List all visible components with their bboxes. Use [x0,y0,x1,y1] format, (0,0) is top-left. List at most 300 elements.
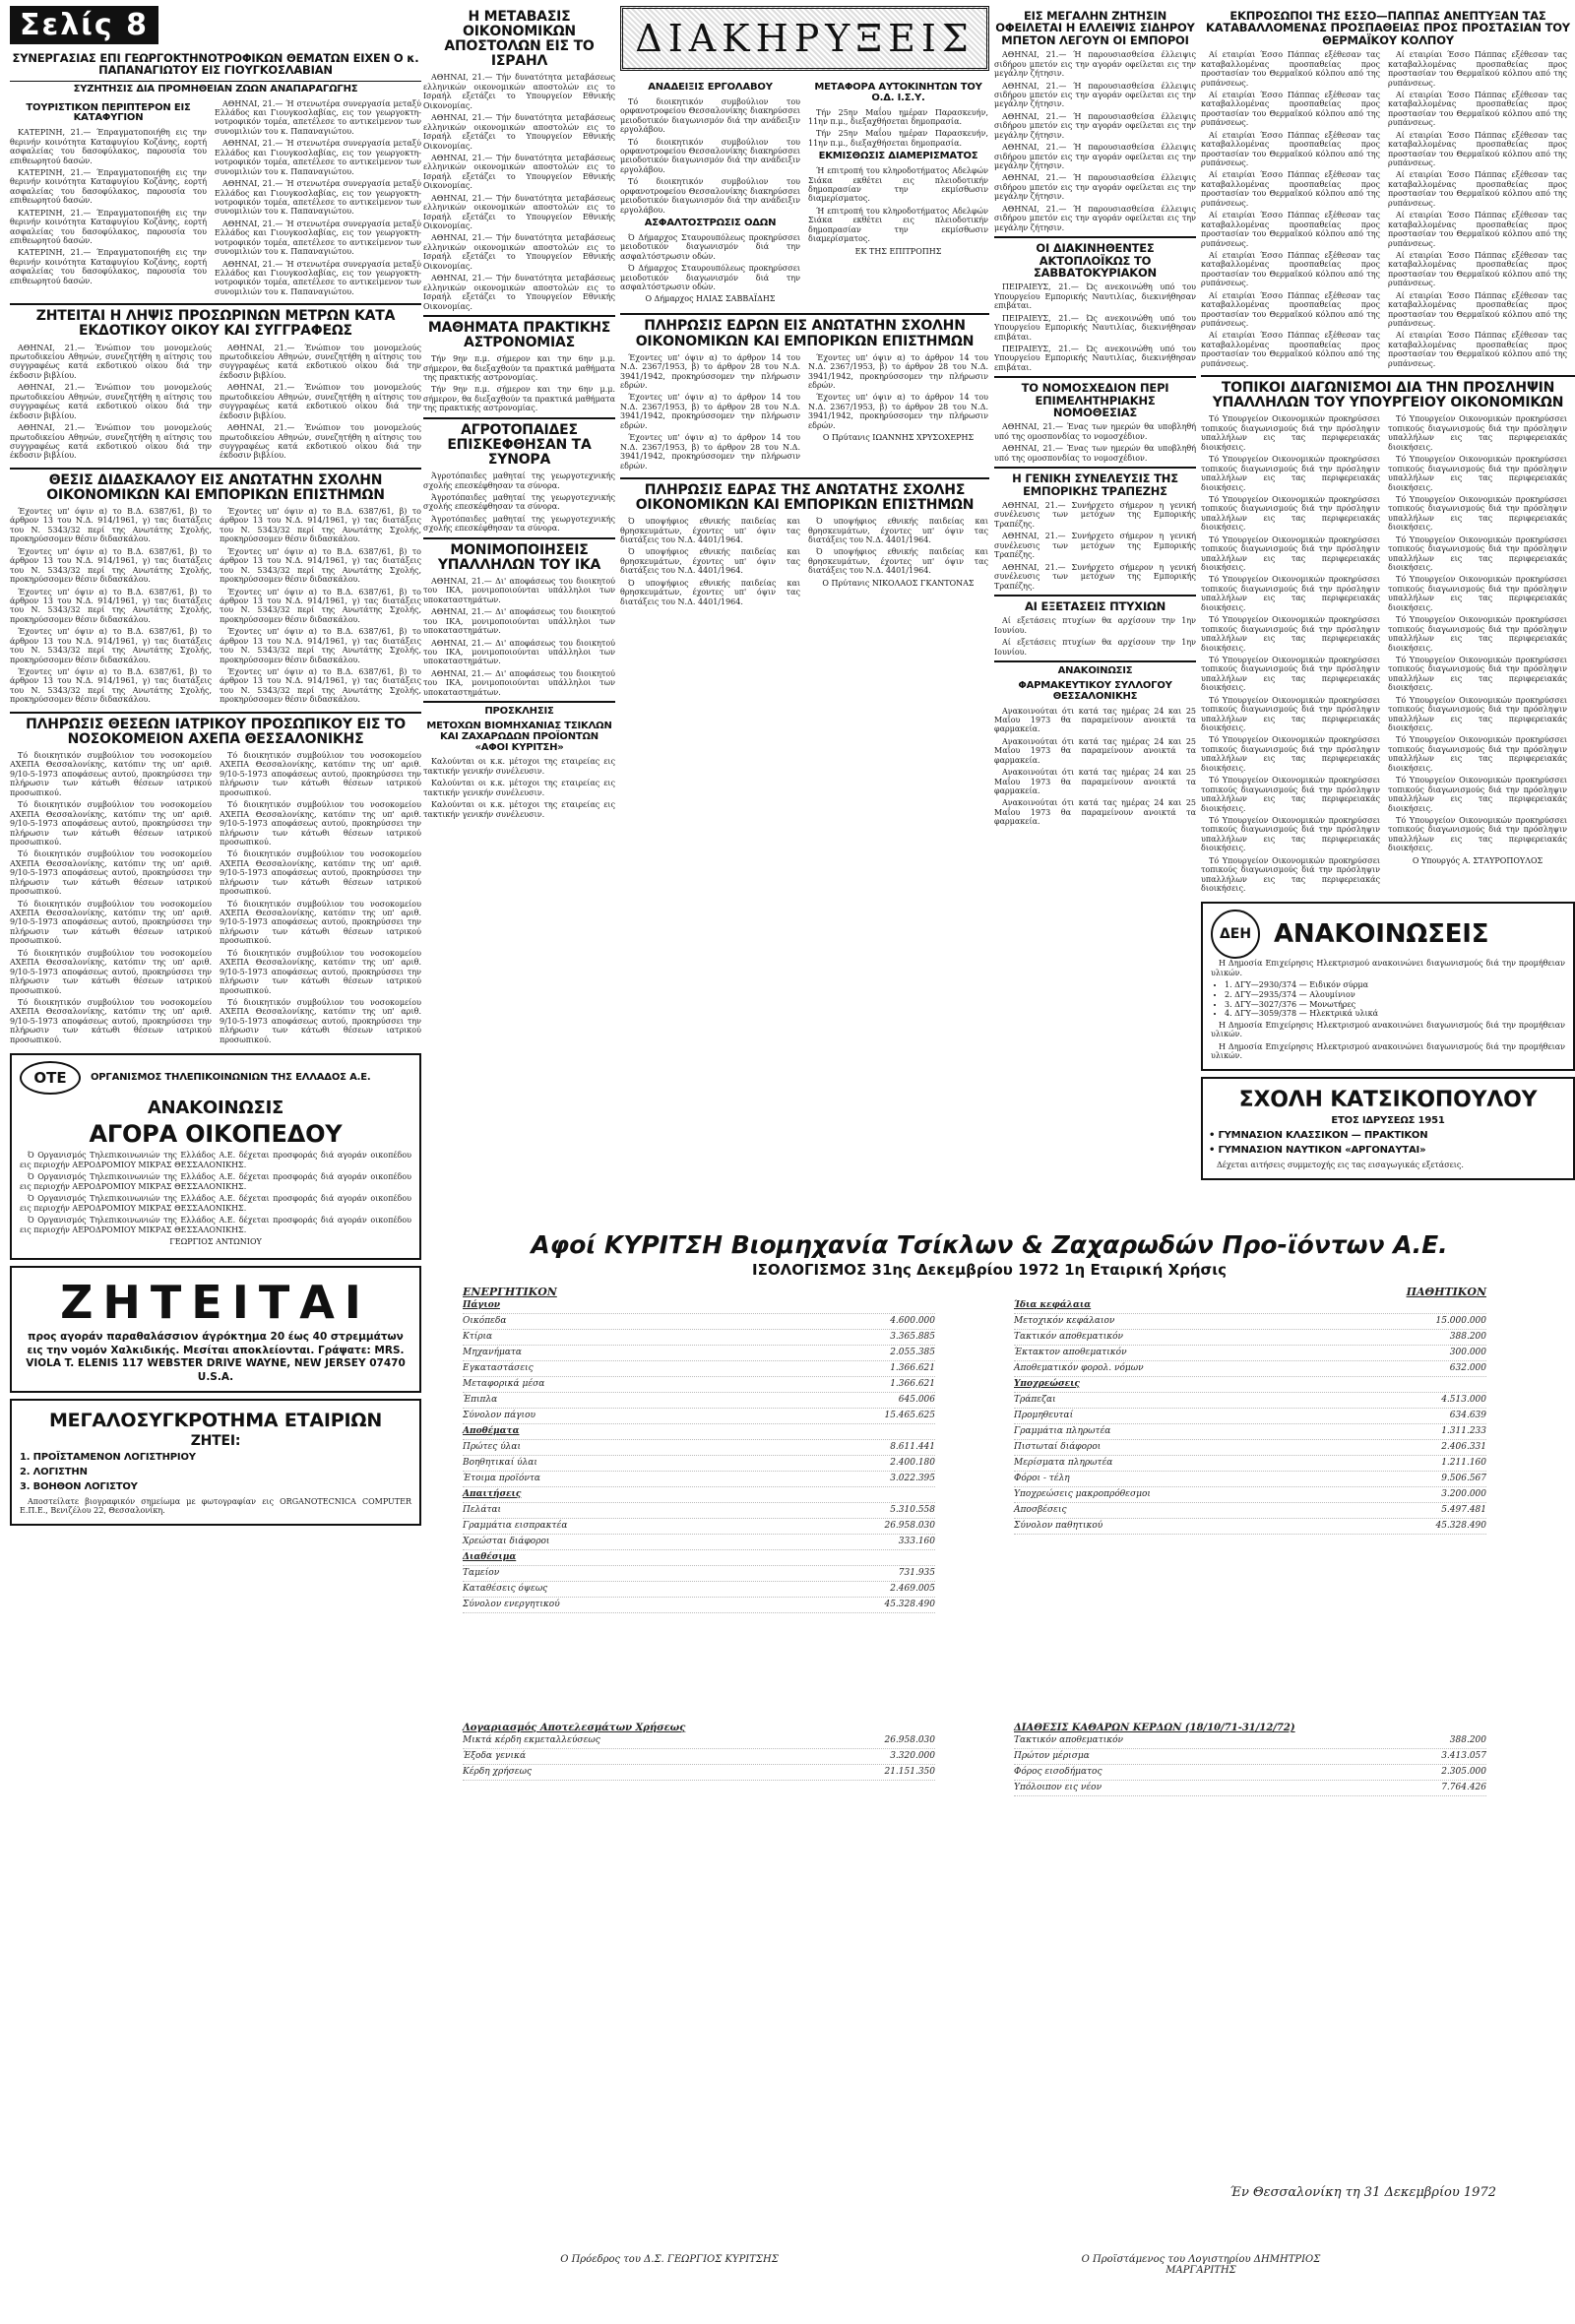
article-text: Τό Υπουργείον Οικονομικών προκηρύσσει τοπικούς διαγωνισμούς διά την πρόσληψιν υπαλλήλων εις τας περιφερειακάς διοικήσεις. [1201,735,1380,773]
column-5 [1201,0,1575,1180]
headline-chairs: ΠΛΗΡΩΣΙΣ ΕΔΡΩΝ ΕΙΣ ΑΝΩΤΑΤΗΝ ΣΧΟΛΗΝ ΟΙΚΟΝΟΜΙΚΩΝ ΚΑΙ ΕΜΠΟΡΙΚΩΝ ΕΠΙΣΤΗΜΩΝ [635,318,975,349]
article-text: ΑΘΗΝΑΙ, 21.— Τήν δυνατότητα μεταβάσεως ελληνικών οικονομικών αποστολών εις το Ισραήλ εξετάζει το Υπουργείον Εθνικής Οικονομίας. [423,73,615,110]
ledger-amount: 731.935 [898,1568,935,1578]
article-text: Αί εταιρίαι Έσσο Πάππας εξέθεσαν τας καταβαλλομένας προσπαθείας προς προστασίαν του Θερμαϊκού κόλπου από της ρυπάνσεως. [1201,250,1380,288]
article-text: Τό Υπουργείον Οικονομικών προκηρύσσει τοπικούς διαγωνισμούς διά την πρόσληψιν υπαλλήλων εις τας περιφερειακάς διοικήσεις. [1388,534,1567,572]
headline-steel: ΕΙΣ ΜΕΓΑΛΗΝ ΖΗΤΗΣΙΝ ΟΦΕΙΛΕΤΑΙ Η ΕΛΛΕΙΨΙΣ ΣΙΔΗΡΟΥ ΜΠΕΤΟΝ ΛΕΓΟΥΝ ΟΙ ΕΜΠΟΡΟΙ [995,9,1195,47]
article-text: Τό διοικητικόν συμβούλιον του νοσοκομείου ΑΧΕΠΑ Θεσσαλονίκης, κατόπιν της υπ' αριθ. 9/10-5-1973 αποφάσεως αυτού, προκηρύσσει την πλήρωσιν των κάτωθι θέσεων ιατρικού προσωπικού. [220,899,421,946]
article-text: Ή επιτροπή του κληροδοτήματος Αδελφών Σιάκα εκθέτει εις πλειοδοτικήν δημοπρασίαν την εκμίσθωσιν διαμερίσματος. [808,206,988,244]
kicker-tourist: ΤΟΥΡΙΣΤΙΚΟΝ ΠΕΡΙΠΤΕΡΟΝ ΕΙΣ ΚΑΤΑΦΥΓΙΟΝ [26,101,191,124]
jobs-item-2: 2. ΛΟΓΙΣΤΗΝ [20,1466,88,1477]
ledger-amount: 3.022.395 [890,1474,935,1483]
jobs-item-3: 3. ΒΟΗΘΟΝ ΛΟΓΙΣΤΟΥ [20,1480,138,1492]
article-text: ΚΑΤΕΡΙΝΗ, 21.— Έπραγματοποιήθη εις την θερινήν κοινότητα Καταφυγίου Κοζάνης, εορτή ασφαλείας του δασοφύλακος, παρουσία του επιθεωρητού δασών. [10,128,207,165]
column-1 [10,0,421,1532]
ledger-label: Πρώτον μέρισμα [1014,1751,1090,1761]
article-text: Αί εξετάσεις πτυχίων θα αρχίσουν την 1ην Ιουνίου. [994,616,1196,635]
ledger-row [1014,1765,1486,1781]
article-text: Τό Υπουργείον Οικονομικών προκηρύσσει τοπικούς διαγωνισμούς διά την πρόσληψιν υπαλλήλων εις τας περιφερειακάς διοικήσεις. [1388,655,1567,693]
ledger-label: Πιστωταί διάφοροι [1014,1442,1102,1452]
school-item-2: • ΓΥΜΝΑΣΙΟΝ ΝΑΥΤΙΚΟΝ «ΑΡΓΟΝΑΥΤΑΙ» [1209,1144,1426,1156]
ledger-amount: 1.311.233 [1441,1426,1486,1436]
ledger-label: Διαθέσιμα [463,1552,517,1562]
ledger-row [1014,1456,1486,1472]
article-text: ΑΘΗΝΑΙ, 21.— Τήν δυνατότητα μεταβάσεως ελληνικών οικονομικών αποστολών εις το Ισραήλ εξετάζει το Υπουργείον Εθνικής Οικονομίας. [423,233,615,271]
headline-contractor: ΑΝΑΔΕΙΞΙΣ ΕΡΓΟΛΑΒΟΥ [648,82,773,93]
ledger-row [1014,1393,1486,1409]
ledger-label: Τακτικόν αποθεματικόν [1014,1332,1124,1342]
ledger-amount: 4.513.000 [1441,1395,1486,1405]
headline-publisher: ΖΗΤΕΙΤΑΙ Η ΛΗΨΙΣ ΠΡΟΣΩΡΙΝΩΝ ΜΕΤΡΩΝ ΚΑΤΑ ΕΚΔΟΤΙΚΟΥ ΟΙΚΟΥ ΚΑΙ ΣΥΓΓΡΑΦΕΩΣ [35,308,396,340]
school-text: Δέχεται αιτήσεις συμμετοχής εις τας εισαγωγικάς εξετάσεις. [1217,1160,1464,1169]
article-text: Τό Υπουργείον Οικονομικών προκηρύσσει τοπικούς διαγωνισμούς διά την πρόσληψιν υπαλλήλων εις τας περιφερειακάς διοικήσεις. [1388,455,1567,492]
article-text: Έχοντες υπ' όψιν α) το Β.Δ. 6387/61, β) το άρθρον 13 του Ν.Δ. 914/1961, γ) τας διατάξεις του Ν. 5343/32 περί της Ανωτάτης Σχολής, προκηρύσσομεν θέσιν διδασκάλου. [220,546,421,585]
ledger-label: Έπιπλα [463,1395,498,1405]
article-text: Τό Υπουργείον Οικονομικών προκηρύσσει τοπικούς διαγωνισμούς διά την πρόσληψιν υπαλλήλων εις τας περιφερειακάς διοικήσεις. [1388,776,1567,813]
ledger-label: Ίδια κεφάλαια [1014,1300,1092,1310]
article-text: Τό διοικητικόν συμβούλιον του νοσοκομείου ΑΧΕΠΑ Θεσσαλονίκης, κατόπιν της υπ' αριθ. 9/10-5-1973 αποφάσεως αυτού, προκηρύσσει την πλήρωσιν των κάτωθι θέσεων ιατρικού προσωπικού. [220,751,421,797]
ote-title: ΑΝΑΚΟΙΝΩΣΙΣ [147,1098,284,1119]
ledger-row [1014,1346,1486,1361]
article-text: ΑΘΗΝΑΙ, 21.— Ένώπιον του μονομελούς πρωτοδικείου Αθηνών, συνεζητήθη η αίτησις του συγγραφέως κατά εκδοτικού οίκου διά την έκδοσιν βιβλίου. [10,383,212,420]
article-text: Έχοντες υπ' όψιν α) το άρθρον 14 του Ν.Δ. 2367/1953, β) το άρθρον 28 του Ν.Δ. 3941/1942, προκηρύσσομεν την πλήρωσιν εδρών. [620,393,800,430]
headline-bank: Η ΓΕΝΙΚΗ ΣΥΝΕΛΕΥΣΙΣ ΤΗΣ ΕΜΠΟΡΙΚΗΣ ΤΡΑΠΕΖΗΣ [1012,471,1178,498]
article-text: Άγροτόπαιδες μαθηταί της γεωργοτεχνικής σχολής επεσκέφθησαν τα σύνορα. [423,492,615,512]
ledger-label: Καταθέσεις όψεως [463,1584,548,1594]
ledger-row [463,1582,935,1598]
article-text: Ανακοινούται ότι κατά τας ημέρας 24 και 25 Μαΐου 1973 θα παραμείνουν ανοικτά τα φαρμακεία. [994,768,1196,796]
ledger-row [463,1472,935,1487]
wanted-title: ΖΗΤΕΙΤΑΙ [60,1275,371,1329]
article-text: Τό Υπουργείον Οικονομικών προκηρύσσει τοπικούς διαγωνισμούς διά την πρόσληψιν υπαλλήλων εις τας περιφερειακάς διοικήσεις. [1201,776,1380,813]
article-text: Ό υποψήφιος εθνικής παιδείας και θρησκευμάτων, έχοντες υπ' όψιν τας διατάξεις του Ν.Δ. 4401/1964. [808,547,988,576]
place-date: Έν Θεσσαλονίκη τη 31 Δεκεμβρίου 1972 [1229,2185,1496,2200]
ledger-label: Μερίσματα πληρωτέα [1014,1458,1113,1468]
ledger-amount: 3.365.885 [890,1332,935,1342]
article-text: Τό Υπουργείον Οικονομικών προκηρύσσει τοπικούς διαγωνισμούς διά την πρόσληψιν υπαλλήλων εις τας περιφερειακάς διοικήσεις. [1201,455,1380,492]
article-text: ΑΘΗΝΑΙ, 21.— Συνήρχετο σήμερον η γενική συνέλευσις των μετόχων της Εμπορικής Τραπέζης. [994,562,1196,591]
ledger-label: Προμηθευταί [1014,1411,1074,1420]
headline-pharmacy: ΦΑΡΜΑΚΕΥΤΙΚΟΥ ΣΥΛΛΟΓΟΥ ΘΕΣΣΑΛΟΝΙΚΗΣ [1018,679,1172,702]
article-text: Τό Υπουργείον Οικονομικών προκηρύσσει τοπικούς διαγωνισμούς διά την πρόσληψιν υπαλλήλων εις τας περιφερειακάς διοικήσεις. [1201,655,1380,693]
ledger-amount: 4.600.000 [890,1316,935,1326]
article-text: Τό διοικητικόν συμβούλιον του νοσοκομείου ΑΧΕΠΑ Θεσσαλονίκης, κατόπιν της υπ' αριθ. 9/10-5-1973 αποφάσεως αυτού, προκηρύσσει την πλήρωσιν των κάτωθι θέσεων ιατρικού προσωπικού. [220,948,421,995]
ledger-label: Μηχανήματα [463,1348,522,1357]
ledger-row [463,1377,935,1393]
article-text: ΑΘΗΝΑΙ, 21.— Τήν δυνατότητα μεταβάσεως ελληνικών οικονομικών αποστολών εις το Ισραήλ εξετάζει το Υπουργείον Εθνικής Οικονομίας. [423,274,615,311]
article-text: ΑΘΗΝΑΙ, 21.— Ή στενωτέρα συνεργασία μεταξύ Ελλάδος και Γιουγκοσλαβίας, εις τον γεωργοκτηνοτροφικόν τομέα, απετέλεσε το αντικείμενον των συνομιλιών του κ. Παπαναγιώτου. [215,179,421,217]
article-text: ΑΘΗΝΑΙ, 21.— Ένας των ημερών θα υποβληθή υπό της ομοσπονδίας το νομοσχέδιον. [994,444,1196,463]
ledger-amount: 15.465.625 [884,1411,935,1420]
article-text: Τήν 9ην π.μ. σήμερον και την 6ην μ.μ. σήμερον, θα διεξαχθούν τα πρακτικά μαθήματα της πρακτικής αστρονομίας. [423,385,615,413]
article-text: Ό Δήμαρχος Σταυρουπόλεως προκηρύσσει μειοδοτικόν διαγωνισμόν διά την ασφαλτόστρωσιν οδών. [620,232,800,261]
ledger-amount: 2.055.385 [890,1348,935,1357]
article-text: Αί εταιρίαι Έσσο Πάππας εξέθεσαν τας καταβαλλομένας προσπαθείας προς προστασίαν του Θερμαϊκού κόλπου από της ρυπάνσεως. [1388,331,1567,368]
ledger-row [1014,1298,1486,1314]
ledger-row [463,1298,935,1314]
article-text: Τό Υπουργείον Οικονομικών προκηρύσσει τοπικούς διαγωνισμούς διά την πρόσληψιν υπαλλήλων εις τας περιφερειακάς διοικήσεις. [1201,414,1380,452]
article-text: Ό υποψήφιος εθνικής παιδείας και θρησκευμάτων, έχοντες υπ' όψιν τας διατάξεις του Ν.Δ. 4401/1964. [620,517,800,545]
ledger-amount: 3.320.000 [890,1751,935,1761]
ledger-amount: 2.406.331 [1441,1442,1486,1452]
headline-exams: ΑΙ ΕΞΕΤΑΣΕΙΣ ΠΤΥΧΙΩΝ [1024,598,1166,613]
ledger-row [1014,1503,1486,1519]
ledger-label: Εγκαταστάσεις [463,1363,534,1373]
article-text: Αί εξετάσεις πτυχίων θα αρχίσουν την 1ην Ιουνίου. [994,638,1196,657]
ledger-label: Αποθεματικόν φορολ. νόμων [1014,1363,1144,1373]
ledger-row [463,1487,935,1503]
ledger-label: Τακτικόν αποθεματικόν [1014,1735,1124,1745]
article-text: Έχοντες υπ' όψιν α) το Β.Δ. 6387/61, β) το άρθρον 13 του Ν.Δ. 914/1961, γ) τας διατάξεις του Ν. 5343/32 περί της Ανωτάτης Σχολής, προκηρύσσομεν θέσιν διδασκάλου. [220,507,421,544]
article-text: ΚΑΤΕΡΙΝΗ, 21.— Έπραγματοποιήθη εις την θερινήν κοινότητα Καταφυγίου Κοζάνης, εορτή ασφαλείας του δασοφύλακος, παρουσία του επιθεωρητού δασών. [10,248,207,285]
article-text: ΑΘΗΝΑΙ, 21.— Δι' αποφάσεως του διοικητού του ΙΚΑ, μονιμοποιούνται υπάλληλοι των υποκαταστημάτων. [423,607,615,636]
ledger-row [463,1503,935,1519]
article-text: Αί εταιρίαι Έσσο Πάππας εξέθεσαν τας καταβαλλομένας προσπαθείας προς προστασίαν του Θερμαϊκού κόλπου από της ρυπάνσεως. [1388,90,1567,128]
article-text: ΑΘΗΝΑΙ, 21.— Ή παρουσιασθείσα έλλειψις σιδήρου μπετόν εις την αγοράν οφείλεται εις την μεγάλην ζήτησιν. [994,143,1196,171]
article-text: ΚΑΤΕΡΙΝΗ, 21.— Έπραγματοποιήθη εις την θερινήν κοινότητα Καταφυγίου Κοζάνης, εορτή ασφαλείας του δασοφύλακος, παρουσία του επιθεωρητού δασών. [10,208,207,246]
article-text: Τό Υπουργείον Οικονομικών προκηρύσσει τοπικούς διαγωνισμούς διά την πρόσληψιν υπαλλήλων εις τας περιφερειακάς διοικήσεις. [1201,855,1380,893]
wanted-text: προς αγοράν παραθαλάσσιον άγρόκτημα 20 έως 40 στρεμμάτων εις την νομόν Χαλκιδικής. Μεσίται αποκλείονται. Γράψατε: MRS. VIOLA T. ELENIS 117 WEBSTER DRIVE WAYNE, NEW JERSEY 07470 U.S.A. [26,1330,406,1383]
headline-cooperation: ΣΥΝΕΡΓΑΣΙΑΣ ΕΠΙ ΓΕΩΡΓΟΚΤΗΝΟΤΡΟΦΙΚΩΝ ΘΕΜΑΤΩΝ ΕΙΧΕΝ Ο κ. ΠΑΠΑΝΑΓΙΩΤΟΥ ΕΙΣ ΓΙΟΥΓΚΟΣΛΑΒΙΑΝ [12,51,419,78]
article-text: Τό διοικητικόν συμβούλιον του ορφανοτροφείου Θεσσαλονίκης διακηρύσσει μειοδοτικόν διαγωνισμόν διά την ανάδειξιν εργολάβου. [620,137,800,174]
article-text: Αί εταιρίαι Έσσο Πάππας εξέθεσαν τας καταβαλλομένας προσπαθείας προς προστασίαν του Θερμαϊκού κόλπου από της ρυπάνσεως. [1201,211,1380,248]
article-text: ΑΘΗΝΑΙ, 21.— Δι' αποφάσεως του διοικητού του ΙΚΑ, μονιμοποιούνται υπάλληλοι των υποκαταστημάτων. [423,638,615,666]
column-3 [620,0,989,609]
article-text: Τό Υπουργείον Οικονομικών προκηρύσσει τοπικούς διαγωνισμούς διά την πρόσληψιν υπαλλήλων εις τας περιφερειακάς διοικήσεις. [1388,735,1567,773]
ote-text: Ό Οργανισμός Τηλεπικοινωνιών της Ελλάδος Α.Ε. δέχεται προσφοράς διά αγοράν οικοπέδου εις περιοχήν ΑΕΡΟΔΡΟΜΙΟΥ ΜΙΚΡΑΣ ΘΕΣΣΑΛΟΝΙΚΗΣ. [20,1151,411,1169]
ledger-row [1014,1749,1486,1765]
article-text: Έχοντες υπ' όψιν α) το Β.Δ. 6387/61, β) το άρθρον 13 του Ν.Δ. 914/1961, γ) τας διατάξεις του Ν. 5343/32 περί της Ανωτάτης Σχολής, προκηρύσσομεν θέσιν διδασκάλου. [10,627,212,664]
article-text: Έχοντες υπ' όψιν α) το Β.Δ. 6387/61, β) το άρθρον 13 του Ν.Δ. 914/1961, γ) τας διατάξεις του Ν. 5343/32 περί της Ανωτάτης Σχολής, προκηρύσσομεν θέσιν διδασκάλου. [220,667,421,705]
ledger-label: Απαιτήσεις [463,1489,522,1499]
headline-apartment: ΕΚΜΙΣΘΩΣΙΣ ΔΙΑΜΕΡΙΣΜΑΤΟΣ [818,151,978,162]
results-section [463,1723,935,1781]
ledger-label: Μικτά κέρδη εκμεταλλεύσεως [463,1735,600,1745]
school-ad [1201,1077,1575,1180]
ledger-row [463,1550,935,1566]
ledger-label: Ταμείον [463,1568,500,1578]
headline-finance-contests: ΤΟΠΙΚΟΙ ΔΙΑΓΩΝΙΣΜΟΙ ΔΙΑ ΤΗΝ ΠΡΟΣΛΗΨΙΝ ΥΠΑΛΛΗΛΩΝ ΤΟΥ ΥΠΟΥΡΓΕΙΟΥ ΟΙΚΟΝΟΜΙΚΩΝ [1212,380,1564,411]
article-text: Τό διοικητικόν συμβούλιον του νοσοκομείου ΑΧΕΠΑ Θεσσαλονίκης, κατόπιν της υπ' αριθ. 9/10-5-1973 αποφάσεως αυτού, προκηρύσσει την πλήρωσιν των κάτωθι θέσεων ιατρικού προσωπικού. [10,849,212,897]
ledger-row [1014,1487,1486,1503]
list-item: • 1. ΔΓΥ—2930/374 — Ειδικόν σύρμα [1225,980,1565,990]
article-text: Τό Υπουργείον Οικονομικών προκηρύσσει τοπικούς διαγωνισμούς διά την πρόσληψιν υπαλλήλων εις τας περιφερειακάς διοικήσεις. [1201,615,1380,653]
ledger-row [463,1598,935,1613]
article-text: Ό υποψήφιος εθνικής παιδείας και θρησκευμάτων, έχοντες υπ' όψιν τας διατάξεις του Ν.Δ. 4401/1964. [808,517,988,545]
page-label: Σελίς 8 [10,6,158,44]
headline-bill: ΤΟ ΝΟΜΟΣΧΕΔΙΟΝ ΠΕΡΙ ΕΠΙΜΕΛΗΤΗΡΙΑΚΗΣ ΝΟΜΟΘΕΣΙΑΣ [1021,381,1169,420]
ledger-amount: 15.000.000 [1435,1316,1486,1326]
ledger-amount: 634.639 [1449,1411,1486,1420]
ledger-label: Σύνολον πάγιου [463,1411,536,1420]
ledger-amount: 388.200 [1449,1735,1486,1745]
headline-chair: ΠΛΗΡΩΣΙΣ ΕΔΡΑΣ ΤΗΣ ΑΝΩΤΑΤΗΣ ΣΧΟΛΗΣ ΟΙΚΟΝΟΜΙΚΩΝ ΚΑΙ ΕΜΠΟΡΙΚΩΝ ΕΠΙΣΤΗΜΩΝ [635,481,975,514]
article-text: ΑΘΗΝΑΙ, 21.— Ή παρουσιασθείσα έλλειψις σιδήρου μπετόν εις την αγοράν οφείλεται εις την μεγάλην ζήτησιν. [994,204,1196,232]
headline-israel: Η ΜΕΤΑΒΑΣΙΣ ΟΙΚΟΝΟΜΙΚΩΝ ΑΠΟΣΤΟΛΩΝ ΕΙΣ ΤΟ ΙΣΡΑΗΛ [444,9,595,70]
article-text: Ό υποψήφιος εθνικής παιδείας και θρησκευμάτων, έχοντες υπ' όψιν τας διατάξεις του Ν.Δ. 4401/1964. [620,578,800,606]
article-text: Τό διοικητικόν συμβούλιον του νοσοκομείου ΑΧΕΠΑ Θεσσαλονίκης, κατόπιν της υπ' αριθ. 9/10-5-1973 αποφάσεως αυτού, προκηρύσσει την πλήρωσιν των κάτωθι θέσεων ιατρικού προσωπικού. [10,800,212,847]
assets-column [463,1286,935,1613]
article-text: Ανακοινούται ότι κατά τας ημέρας 24 και 25 Μαΐου 1973 θα παραμείνουν ανοικτά τα φαρμακεία. [994,736,1196,765]
headline-ika: ΜΟΝΙΜΟΠΟΙΗΣΕΙΣ ΥΠΑΛΛΗΛΩΝ ΤΟΥ ΙΚΑ [437,541,601,573]
ledger-amount: 645.006 [898,1395,935,1405]
ledger-label: Μετοχικόν κεφάλαιον [1014,1316,1115,1326]
ledger-row [463,1424,935,1440]
liabilities-column [1014,1286,1486,1535]
kicker-invitation: ΠΡΟΣΚΛΗΣΙΣ [484,706,554,718]
deh-list [1211,980,1565,1018]
ledger-label: Γραμμάτια εισπρακτέα [463,1521,568,1531]
article-text: Καλούνται οι κ.κ. μέτοχοι της εταιρείας εις τακτικήν γενικήν συνέλευσιν. [423,779,615,797]
ledger-amount: 2.400.180 [890,1458,935,1468]
signature-minister: Ο Υπουργός Α. ΣΤΑΥΡΟΠΟΥΛΟΣ [1412,855,1544,865]
ledger-label: Χρεώσται διάφοροι [463,1537,550,1546]
article-text: Καλούνται οι κ.κ. μέτοχοι της εταιρείας εις τακτικήν γενικήν συνέλευσιν. [423,800,615,819]
article-text: Έχοντες υπ' όψιν α) το άρθρον 14 του Ν.Δ. 2367/1953, β) το άρθρον 28 του Ν.Δ. 3941/1942, προκηρύσσομεν την πλήρωσιν εδρών. [620,433,800,471]
article-text: Καλούνται οι κ.κ. μέτοχοι της εταιρείας εις τακτικήν γενικήν συνέλευσιν. [423,757,615,776]
ledger-amount: 5.497.481 [1441,1505,1486,1515]
article-text: Αί εταιρίαι Έσσο Πάππας εξέθεσαν τας καταβαλλομένας προσπαθείας προς προστασίαν του Θερμαϊκού κόλπου από της ρυπάνσεως. [1388,170,1567,208]
headline-passengers: ΟΙ ΔΙΑΚΙΝΗΘΕΝΤΕΣ ΑΚΤΟΠΛΟΪΚΩΣ ΤΟ ΣΑΒΒΑΤΟΚΥΡΙΑΚΟΝ [1034,241,1157,280]
declarations-banner: ΔΙΑΚΗΡΥΞΕΙΣ [620,6,989,71]
article-text: ΑΘΗΝΑΙ, 21.— Συνήρχετο σήμερον η γενική συνέλευσις των μετόχων της Εμπορικής Τραπέζης. [994,532,1196,560]
deh-announcement [1201,902,1575,1071]
signature-president: Ο Πρόεδρος του Δ.Σ. ΓΕΩΡΓΙΟΣ ΚΥΡΙΤΣΗΣ [560,2254,779,2265]
ledger-label: Έξοδα γενικά [463,1751,527,1761]
ledger-row [1014,1781,1486,1796]
ledger-row [463,1330,935,1346]
ledger-label: Πρώτες ύλαι [463,1442,521,1452]
article-text: Τό Υπουργείον Οικονομικών προκηρύσσει τοπικούς διαγωνισμούς διά την πρόσληψιν υπαλλήλων εις τας περιφερειακάς διοικήσεις. [1388,494,1567,533]
signature-rector-2: Ο Πρύτανις ΝΙΚΟΛΑΟΣ ΓΚΑΝΤΟΝΑΣ [822,578,975,588]
article-text: Τό διοικητικόν συμβούλιον του νοσοκομείου ΑΧΕΠΑ Θεσσαλονίκης, κατόπιν της υπ' αριθ. 9/10-5-1973 αποφάσεως αυτού, προκηρύσσει την πλήρωσιν των κάτωθι θέσεων ιατρικού προσωπικού. [220,849,421,897]
ote-text: Ό Οργανισμός Τηλεπικοινωνιών της Ελλάδος Α.Ε. δέχεται προσφοράς διά αγοράν οικοπέδου εις περιοχήν ΑΕΡΟΔΡΟΜΙΟΥ ΜΙΚΡΑΣ ΘΕΣΣΑΛΟΝΙΚΗΣ. [20,1172,411,1191]
article-text: ΑΘΗΝΑΙ, 21.— Ή παρουσιασθείσα έλλειψις σιδήρου μπετόν εις την αγοράν οφείλεται εις την μεγάλην ζήτησιν. [994,81,1196,109]
article-text: Τήν 9ην π.μ. σήμερον και την 6ην μ.μ. σήμερον, θα διεξαχθούν τα πρακτικά μαθήματα της πρακτικής αστρονομίας. [423,354,615,383]
signature-rector: Ο Πρύτανις ΙΩΑΝΝΗΣ ΧΡΥΣΟΧΕΡΗΣ [822,433,975,443]
article-text: Αί εταιρίαι Έσσο Πάππας εξέθεσαν τας καταβαλλομένας προσπαθείας προς προστασίαν του Θερμαϊκού κόλπου από της ρυπάνσεως. [1388,50,1567,88]
article-text: Έχοντες υπ' όψιν α) το άρθρον 14 του Ν.Δ. 2367/1953, β) το άρθρον 28 του Ν.Δ. 3941/1942, προκηρύσσομεν την πλήρωσιν εδρών. [808,393,988,430]
ledger-label: Υπόλοιπον εις νέον [1014,1783,1102,1792]
headline-asphalt: ΑΣΦΑΛΤΟΣΤΡΩΣΙΣ ΟΔΩΝ [644,218,777,229]
ledger-label: Αποσβέσεις [1014,1505,1067,1515]
article-text: Τό Υπουργείον Οικονομικών προκηρύσσει τοπικούς διαγωνισμούς διά την πρόσληψιν υπαλλήλων εις τας περιφερειακάς διοικήσεις. [1388,414,1567,452]
signature-accountant: Ο Προϊστάμενος του Λογιστηρίου ΔΗΜΗΤΡΙΟΣ ΜΑΡΓΑΡΙΤΗΣ [1081,2254,1321,2276]
article-text: Τό διοικητικόν συμβούλιον του νοσοκομείου ΑΧΕΠΑ Θεσσαλονίκης, κατόπιν της υπ' αριθ. 9/10-5-1973 αποφάσεως αυτού, προκηρύσσει την πλήρωσιν των κάτωθι θέσεων ιατρικού προσωπικού. [220,800,421,847]
jobs-item-1: 1. ΠΡΟΪΣΤΑΜΕΝΟΝ ΛΟΓΙΣΤΗΡΙΟΥ [20,1452,196,1464]
article-text: Τό διοικητικόν συμβούλιον του ορφανοτροφείου Θεσσαλονίκης διακηρύσσει μειοδοτικόν διαγωνισμόν διά την ανάδειξιν εργολάβου. [620,96,800,135]
article-text: ΑΘΗΝΑΙ, 21.— Δι' αποφάσεως του διοικητού του ΙΚΑ, μονιμοποιούνται υπάλληλοι των υποκαταστημάτων. [423,576,615,604]
article-text: Έχοντες υπ' όψιν α) το άρθρον 14 του Ν.Δ. 2367/1953, β) το άρθρον 28 του Ν.Δ. 3941/1942, προκηρύσσομεν την πλήρωσιν εδρών. [620,352,800,390]
ledger-amount: 5.310.558 [890,1505,935,1515]
balance-sheet [423,1230,1555,2323]
article-text: Αί εταιρίαι Έσσο Πάππας εξέθεσαν τας καταβαλλομένας προσπαθείας προς προστασίαν του Θερμαϊκού κόλπου από της ρυπάνσεως. [1388,130,1567,168]
article-text: Ό Δήμαρχος Σταυρουπόλεως προκηρύσσει μειοδοτικόν διαγωνισμόν διά την ασφαλτόστρωσιν οδών. [620,264,800,292]
ledger-label: Σύνολον ενεργητικού [463,1600,560,1609]
jobs-title: ΜΕΓΑΛΟΣΥΓΚΡΟΤΗΜΑ ΕΤΑΙΡΙΩΝ [48,1409,383,1431]
list-item: • 3. ΔΓΥ—3027/376 — Μονωτήρες [1225,1000,1565,1010]
article-text: ΑΘΗΝΑΙ, 21.— Ένας των ημερών θα υποβληθή υπό της ομοσπονδίας το νομοσχέδιον. [994,422,1196,441]
article-text: Αί εταιρίαι Έσσο Πάππας εξέθεσαν τας καταβαλλομένας προσπαθείας προς προστασίαν του Θερμαϊκού κόλπου από της ρυπάνσεως. [1201,170,1380,208]
article-text: Ανακοινούται ότι κατά τας ημέρας 24 και 25 Μαΐου 1973 θα παραμείνουν ανοικτά τα φαρμακεία. [994,706,1196,734]
article-text: Αί εταιρίαι Έσσο Πάππας εξέθεσαν τας καταβαλλομένας προσπαθείας προς προστασίαν του Θερμαϊκού κόλπου από της ρυπάνσεως. [1201,331,1380,368]
ledger-row [1014,1440,1486,1456]
article-text: ΚΑΤΕΡΙΝΗ, 21.— Έπραγματοποιήθη εις την θερινήν κοινότητα Καταφυγίου Κοζάνης, εορτή ασφαλείας του δασοφύλακος, παρουσία του επιθεωρητού δασών. [10,167,207,206]
ledger-label: Σύνολον παθητικού [1014,1521,1103,1531]
ledger-amount: 1.366.621 [890,1363,935,1373]
article-text: Τό Υπουργείον Οικονομικών προκηρύσσει τοπικούς διαγωνισμούς διά την πρόσληψιν υπαλλήλων εις τας περιφερειακάς διοικήσεις. [1388,695,1567,732]
article-text: ΑΘΗΝΑΙ, 21.— Ένώπιον του μονομελούς πρωτοδικείου Αθηνών, συνεζητήθη η αίτησις του συγγραφέως κατά εκδοτικού οίκου διά την έκδοσιν βιβλίου. [220,383,421,420]
article-text: ΑΘΗΝΑΙ, 21.— Τήν δυνατότητα μεταβάσεως ελληνικών οικονομικών αποστολών εις το Ισραήλ εξετάζει το Υπουργείον Εθνικής Οικονομίας. [423,113,615,151]
article-text: Έχοντες υπ' όψιν α) το Β.Δ. 6387/61, β) το άρθρον 13 του Ν.Δ. 914/1961, γ) τας διατάξεις του Ν. 5343/32 περί της Ανωτάτης Σχολής, προκηρύσσομεν θέσιν διδασκάλου. [10,587,212,624]
article-text: Έχοντες υπ' όψιν α) το Β.Δ. 6387/61, β) το άρθρον 13 του Ν.Δ. 914/1961, γ) τας διατάξεις του Ν. 5343/32 περί της Ανωτάτης Σχολής, προκηρύσσομεν θέσιν διδασκάλου. [10,546,212,585]
article-text: ΑΘΗΝΑΙ, 21.— Ή παρουσιασθείσα έλλειψις σιδήρου μπετόν εις την αγοράν οφείλεται εις την μεγάλην ζήτησιν. [994,173,1196,202]
ledger-label: Πάγιον [463,1300,500,1310]
deh-logo: ΔΕΗ [1211,910,1260,959]
ledger-label: Έτοιμα προϊόντα [463,1474,540,1483]
ledger-row [463,1456,935,1472]
ote-org-name: ΟΡΓΑΝΙΣΜΟΣ ΤΗΛΕΠΙΚΟΙΝΩΝΙΩΝ ΤΗΣ ΕΛΛΑΔΟΣ Α.Ε. [91,1071,371,1083]
signature-committee: ΕΚ ΤΗΣ ΕΠΙΤΡΟΠΗΣ [854,246,942,256]
ledger-row [463,1346,935,1361]
list-item: • 4. ΔΓΥ—3059/378 — Ηλεκτρικά υλικά [1225,1009,1565,1019]
article-text: ΑΘΗΝΑΙ, 21.— Ή παρουσιασθείσα έλλειψις σιδήρου μπετόν εις την αγοράν οφείλεται εις την μεγάλην ζήτησιν. [994,111,1196,140]
headline-shareholders: ΜΕΤΟΧΩΝ ΒΙΟΜΗΧΑΝΙΑΣ ΤΣΙΚΛΩΝ ΚΑΙ ΖΑΧΑΡΩΔΩΝ ΠΡΟΪΟΝΤΩΝ «ΑΦΟΙ ΚΥΡΙΤΣΗ» [426,721,612,753]
article-text: Τό Υπουργείον Οικονομικών προκηρύσσει τοπικούς διαγωνισμούς διά την πρόσληψιν υπαλλήλων εις τας περιφερειακάς διοικήσεις. [1388,615,1567,653]
article-text: Τό Υπουργείον Οικονομικών προκηρύσσει τοπικούς διαγωνισμούς διά την πρόσληψιν υπαλλήλων εις τας περιφερειακάς διοικήσεις. [1201,534,1380,572]
ledger-amount: 45.328.490 [1435,1521,1486,1531]
article-text: Τήν 25ην Μαΐου ημέραν Παρασκευήν, 11ην π.μ., διεξαχθήσεται δημοπρασία. [808,107,988,127]
headline-astronomy: ΜΑΘΗΜΑΤΑ ΠΡΑΚΤΙΚΗΣ ΑΣΤΡΟΝΟΜΙΑΣ [427,319,611,351]
ledger-amount: 1.211.160 [1441,1458,1486,1468]
ledger-amount: 3.413.057 [1441,1751,1486,1761]
article-text: Ανακοινούται ότι κατά τας ημέρας 24 και 25 Μαΐου 1973 θα παραμείνουν ανοικτά τα φαρμακεία. [994,798,1196,827]
balance-sheet-subtitle: ΙΣΟΛΟΓΙΣΜΟΣ 31ης Δεκεμβρίου 1972 1η Εταιρική Χρήσις [752,1261,1227,1279]
article-text: Τό διοικητικόν συμβούλιον του νοσοκομείου ΑΧΕΠΑ Θεσσαλονίκης, κατόπιν της υπ' αριθ. 9/10-5-1973 αποφάσεως αυτού, προκηρύσσει την πλήρωσιν των κάτωθι θέσεων ιατρικού προσωπικού. [10,997,212,1044]
ledger-label: Οικόπεδα [463,1316,507,1326]
article-text: Τό διοικητικόν συμβούλιον του νοσοκομείου ΑΧΕΠΑ Θεσσαλονίκης, κατόπιν της υπ' αριθ. 9/10-5-1973 αποφάσεως αυτού, προκηρύσσει την πλήρωσιν των κάτωθι θέσεων ιατρικού προσωπικού. [10,948,212,995]
article-text: Ή επιτροπή του κληροδοτήματος Αδελφών Σιάκα εκθέτει εις πλειοδοτικήν δημοπρασίαν την εκμίσθωσιν διαμερίσματος. [808,166,988,204]
ote-text: Ό Οργανισμός Τηλεπικοινωνιών της Ελλάδος Α.Ε. δέχεται προσφοράς διά αγοράν οικοπέδου εις περιοχήν ΑΕΡΟΔΡΟΜΙΟΥ ΜΙΚΡΑΣ ΘΕΣΣΑΛΟΝΙΚΗΣ. [20,1216,411,1234]
ledger-amount: 7.764.426 [1441,1783,1486,1792]
article-text: Τό Υπουργείον Οικονομικών προκηρύσσει τοπικούς διαγωνισμούς διά την πρόσληψιν υπαλλήλων εις τας περιφερειακάς διοικήσεις. [1201,575,1380,612]
article-text: ΑΘΗΝΑΙ, 21.— Ή στενωτέρα συνεργασία μεταξύ Ελλάδος και Γιουγκοσλαβίας, εις τον γεωργοκτηνοτροφικόν τομέα, απετέλεσε το αντικείμενον των συνομιλιών του κ. Παπαναγιώτου. [215,139,421,176]
jobs-sub: ΖΗΤΕΙ: [190,1433,241,1450]
ledger-amount: 26.958.030 [884,1521,935,1531]
ote-text: Ό Οργανισμός Τηλεπικοινωνιών της Ελλάδος Α.Ε. δέχεται προσφοράς διά αγοράν οικοπέδου εις περιοχήν ΑΕΡΟΔΡΟΜΙΟΥ ΜΙΚΡΑΣ ΘΕΣΣΑΛΟΝΙΚΗΣ. [20,1194,411,1213]
ledger-row [1014,1361,1486,1377]
article-text: Έχοντες υπ' όψιν α) το Β.Δ. 6387/61, β) το άρθρον 13 του Ν.Δ. 914/1961, γ) τας διατάξεις του Ν. 5343/32 περί της Ανωτάτης Σχολής, προκηρύσσομεν θέσιν διδασκάλου. [220,587,421,624]
ledger-label: Τράπεζαι [1014,1395,1056,1405]
ledger-amount: 45.328.490 [884,1600,935,1609]
article-text: Άγροτόπαιδες μαθηταί της γεωργοτεχνικής σχολής επεσκέφθησαν τα σύνορα. [423,471,615,490]
ledger-label: Μεταφορικά μέσα [463,1379,545,1389]
ledger-row [1014,1330,1486,1346]
ledger-amount: 3.200.000 [1441,1489,1486,1499]
article-text: ΑΘΗΝΑΙ, 21.— Συνήρχετο σήμερον η γενική συνέλευσις των μετόχων της Εμπορικής Τραπέζης. [994,501,1196,529]
article-text: ΑΘΗΝΑΙ, 21.— Ένώπιον του μονομελούς πρωτοδικείου Αθηνών, συνεζητήθη η αίτησις του συγγραφέως κατά εκδοτικού οίκου διά την έκδοσιν βιβλίου. [220,423,421,461]
distribution-heading: ΔΙΑΘΕΣΙΣ ΚΑΘΑΡΩΝ ΚΕΡΔΩΝ (18/10/71-31/12/72) [1014,1723,1295,1733]
ote-subtitle: ΑΓΟΡΑ ΟΙΚΟΠΕΔΟΥ [89,1119,343,1148]
article-text: Τό διοικητικόν συμβούλιον του ορφανοτροφείου Θεσσαλονίκης διακηρύσσει μειοδοτικόν διαγωνισμόν διά την ανάδειξιν εργολάβου. [620,177,800,215]
ledger-amount: 388.200 [1449,1332,1486,1342]
balance-sheet-title: Αφοί ΚΥΡΙΤΣΗ Βιομηχανία Τσίκλων & Ζαχαρωδών Προ-ϊόντων Α.Ε. [531,1230,1448,1259]
ledger-row [463,1535,935,1550]
ledger-row [463,1393,935,1409]
ledger-label: Φόρος εισοδήματος [1014,1767,1102,1777]
ledger-label: Έκτακτον αποθεματικόν [1014,1348,1127,1357]
ledger-row [463,1409,935,1424]
article-text: Αί εταιρίαι Έσσο Πάππας εξέθεσαν τας καταβαλλομένας προσπαθείας προς προστασίαν του Θερμαϊκού κόλπου από της ρυπάνσεως. [1388,290,1567,329]
ledger-amount: 8.611.441 [890,1442,935,1452]
jobs-text: Αποστείλατε βιογραφικόν σημείωμα με φωτογραφίαν εις ORGANOTECNICA COMPUTER Ε.Π.Ε., Βενιζέλου 22, Θεσσαλονίκη. [20,1496,411,1515]
school-title: ΣΧΟΛΗ ΚΑΤΣΙΚΟΠΟΥΛΟΥ [1238,1088,1538,1113]
ledger-label: Φόροι - τέλη [1014,1474,1070,1483]
school-founded: ΕΤΟΣ ΙΔΡΥΣΕΩΣ 1951 [1331,1115,1445,1127]
article-text: Τό διοικητικόν συμβούλιον του νοσοκομείου ΑΧΕΠΑ Θεσσαλονίκης, κατόπιν της υπ' αριθ. 9/10-5-1973 αποφάσεως αυτού, προκηρύσσει την πλήρωσιν των κάτωθι θέσεων ιατρικού προσωπικού. [10,751,212,797]
ledger-row [1014,1377,1486,1393]
article-text: Τό διοικητικόν συμβούλιον του νοσοκομείου ΑΧΕΠΑ Θεσσαλονίκης, κατόπιν της υπ' αριθ. 9/10-5-1973 αποφάσεως αυτού, προκηρύσσει την πλήρωσιν των κάτωθι θέσεων ιατρικού προσωπικού. [10,899,212,946]
deh-text: Η Δημοσία Επιχείρησις Ηλεκτρισμού ανακοινώνει διαγωνισμούς διά την προμήθειαν υλικών. [1211,1020,1565,1039]
ledger-amount: 2.469.005 [890,1584,935,1594]
article-text: Άγροτόπαιδες μαθηταί της γεωργοτεχνικής σχολής επεσκέφθησαν τα σύνορα. [423,514,615,534]
article-text: ΑΘΗΝΑΙ, 21.— Ή στενωτέρα συνεργασία μεταξύ Ελλάδος και Γιουγκοσλαβίας, εις τον γεωργοκτηνοτροφικόν τομέα, απετέλεσε το αντικείμενον των συνομιλιών του κ. Παπαναγιώτου. [215,219,421,257]
column-2 [423,0,615,822]
article-text: Ό υποψήφιος εθνικής παιδείας και θρησκευμάτων, έχοντες υπ' όψιν τας διατάξεις του Ν.Δ. 4401/1964. [620,547,800,576]
ledger-row [463,1361,935,1377]
wanted-ad [10,1266,421,1393]
ledger-label: Κέρδη χρήσεως [463,1767,533,1777]
deh-text: Η Δημοσία Επιχείρησις Ηλεκτρισμού ανακοινώνει διαγωνισμούς διά την προμήθειαν υλικών. [1211,959,1565,977]
ote-signature: ΓΕΩΡΓΙΟΣ ΑΝΤΩΝΙΟΥ [169,1236,262,1246]
ledger-amount: 26.958.030 [884,1735,935,1745]
ledger-label: Πελάται [463,1505,502,1515]
article-text: Τό Υπουργείον Οικονομικών προκηρύσσει τοπικούς διαγωνισμούς διά την πρόσληψιν υπαλλήλων εις τας περιφερειακάς διοικήσεις. [1201,695,1380,732]
list-item: • 2. ΔΓΥ—2935/374 — Αλουμίνιον [1225,990,1565,1000]
assets-heading: ΕΝΕΡΓΗΤΙΚΟΝ [463,1286,557,1298]
headline-hospital: ΠΛΗΡΩΣΙΣ ΘΕΣΕΩΝ ΙΑΤΡΙΚΟΥ ΠΡΟΣΩΠΙΚΟΥ ΕΙΣ ΤΟ ΝΟΣΟΚΟΜΕΙΟΝ ΑΧΕΠΑ ΘΕΣΣΑΛΟΝΙΚΗΣ [26,716,406,747]
subheadline-animals: ΣΥΖΗΤΗΣΙΣ ΔΙΑ ΠΡΟΜΗΘΕΙΑΝ ΖΩΩΝ ΑΝΑΠΑΡΑΓΩΓΗΣ [10,81,421,95]
results-heading: Λογαριασμός Αποτελεσμάτων Χρήσεως [463,1723,686,1733]
article-text: Τό Υπουργείον Οικονομικών προκηρύσσει τοπικούς διαγωνισμούς διά την πρόσληψιν υπαλλήλων εις τας περιφερειακάς διοικήσεις. [1388,575,1567,612]
article-text: Αί εταιρίαι Έσσο Πάππας εξέθεσαν τας καταβαλλομένας προσπαθείας προς προστασίαν του Θερμαϊκού κόλπου από της ρυπάνσεως. [1388,250,1567,288]
ledger-label: Βοηθητικαί ύλαι [463,1458,537,1468]
article-text: ΠΕΙΡΑΙΕΥΣ, 21.— Ώς ανεκοινώθη υπό του Υπουργείου Εμπορικής Ναυτιλίας, διεκινήθησαν επιβάται. [994,313,1196,342]
ledger-row [463,1314,935,1330]
article-text: Έχοντες υπ' όψιν α) το Β.Δ. 6387/61, β) το άρθρον 13 του Ν.Δ. 914/1961, γ) τας διατάξεις του Ν. 5343/32 περί της Ανωτάτης Σχολής, προκηρύσσομεν θέσιν διδασκάλου. [10,507,212,544]
article-text: Αί εταιρίαι Έσσο Πάππας εξέθεσαν τας καταβαλλομένας προσπαθείας προς προστασίαν του Θερμαϊκού κόλπου από της ρυπάνσεως. [1201,90,1380,128]
article-text: Αί εταιρίαι Έσσο Πάππας εξέθεσαν τας καταβαλλομένας προσπαθείας προς προστασίαν του Θερμαϊκού κόλπου από της ρυπάνσεως. [1201,290,1380,329]
article-text: Έχοντες υπ' όψιν α) το άρθρον 14 του Ν.Δ. 2367/1953, β) το άρθρον 28 του Ν.Δ. 3941/1942, προκηρύσσομεν την πλήρωσιν εδρών. [808,352,988,390]
ledger-row [463,1440,935,1456]
deh-title: ΑΝΑΚΟΙΝΩΣΕΙΣ [1274,919,1489,950]
ledger-row [1014,1733,1486,1749]
article-text: ΑΘΗΝΑΙ, 21.— Ένώπιον του μονομελούς πρωτοδικείου Αθηνών, συνεζητήθη η αίτησις του συγγραφέως κατά εκδοτικού οίκου διά την έκδοσιν βιβλίου. [10,343,212,380]
ledger-row [463,1749,935,1765]
ledger-amount: 1.366.621 [890,1379,935,1389]
column-4 [994,0,1196,830]
ledger-row [463,1733,935,1749]
ledger-amount: 9.506.567 [1441,1474,1486,1483]
article-text: ΠΕΙΡΑΙΕΥΣ, 21.— Ώς ανεκοινώθη υπό του Υπουργείου Εμπορικής Ναυτιλίας, διεκινήθησαν επιβάται. [994,283,1196,311]
ledger-amount: 632.000 [1449,1363,1486,1373]
ledger-row [1014,1519,1486,1535]
kicker-announcement: ΑΝΑΚΟΙΝΩΣΙΣ [1057,665,1133,677]
article-text: Τήν 25ην Μαΐου ημέραν Παρασκευήν, 11ην π.μ., διεξαχθήσεται δημοπρασία. [808,129,988,148]
ledger-row [1014,1314,1486,1330]
article-text: ΠΕΙΡΑΙΕΥΣ, 21.— Ώς ανεκοινώθη υπό του Υπουργείου Εμπορικής Ναυτιλίας, διεκινήθησαν επιβάται. [994,344,1196,372]
distribution-section [1014,1723,1486,1796]
